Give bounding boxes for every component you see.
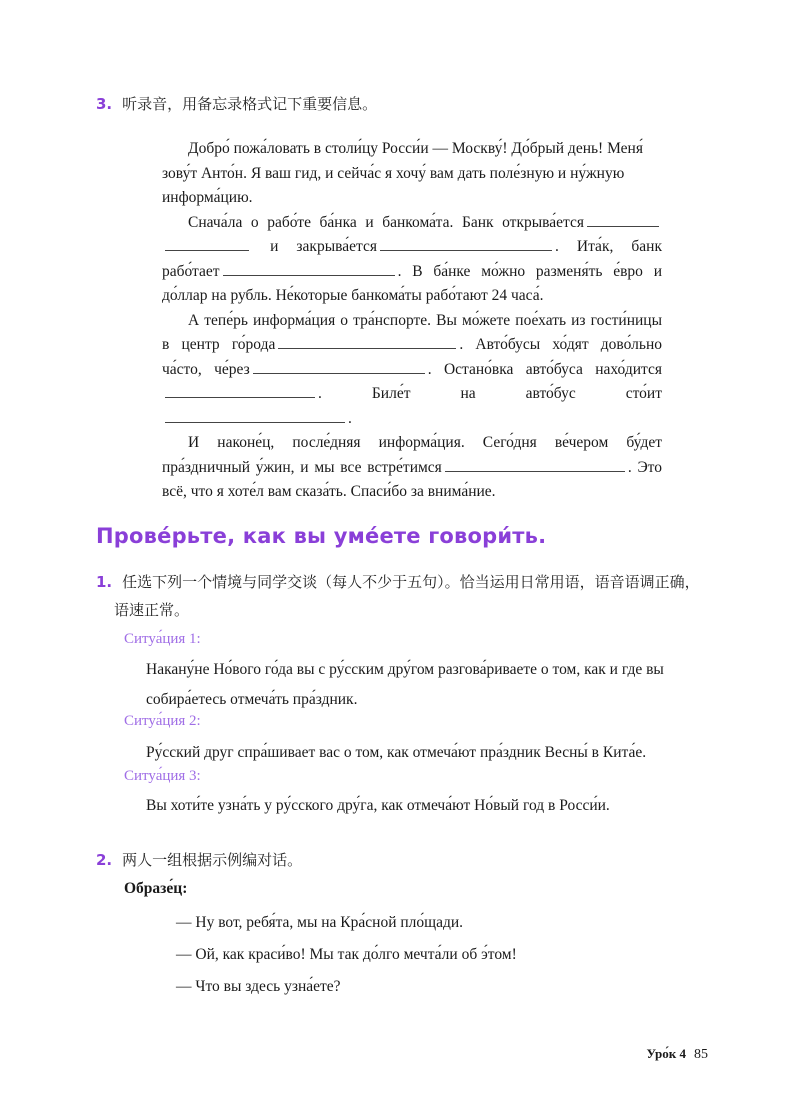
- page-footer: [647, 1046, 708, 1063]
- task-instruction-line-2: 语速正常。: [114, 601, 190, 619]
- paragraph-intro: Добро́ пожа́ловать в столи́цу Росси́и — Москву́! До́брый день! Меня́ зову́т Анто́н. Я ваш гид, и сейча́с я хочу́ вам дать поле́зную и ну́жную информа́цию.: [162, 140, 643, 206]
- answer-blank[interactable]: [380, 235, 552, 251]
- answer-blank[interactable]: [165, 235, 249, 251]
- task-number: 1.: [96, 573, 113, 591]
- task-instruction: 两人一组根据示例编对话。: [122, 851, 303, 869]
- situation-3-text: Вы хоти́те узна́ть у ру́сского дру́га, как отмеча́ют Но́вый год в Росси́и.: [146, 797, 610, 814]
- dialog-line: — Ну вот, ребя́та, мы на Кра́сной пло́щади.: [176, 914, 464, 931]
- answer-blank[interactable]: [445, 456, 625, 472]
- task-instruction-line-1: 任选下列一个情境与同学交谈（每人不少于五句）。恰当运用日常用语，语音语调正确，: [122, 573, 700, 591]
- page-number: 85: [694, 1047, 708, 1062]
- task-instruction: 听录音，用备忘录格式记下重要信息。: [122, 95, 378, 113]
- situation-1-text: Накану́не Но́вого го́да вы с ру́сским дру́гом разгова́риваете о том, как и где вы собира́етесь отмеча́ть пра́здник.: [146, 661, 664, 708]
- task-3-heading: [96, 91, 377, 117]
- dialog-line: — Что вы здесь узна́ете?: [176, 978, 341, 995]
- situation-3-label: Ситуа́ция 3:: [124, 768, 201, 784]
- task-number: 3.: [96, 95, 113, 113]
- task-2-heading: [96, 847, 302, 873]
- situation-2-label: Ситуа́ция 2:: [124, 713, 201, 729]
- paragraph-dinner: И наконе́ц, после́дняя информа́ция. Сего́дня ве́чером бу́дет пра́здничный у́жин, и мы все встре́тимся . Это всё, что я хоте́л вам сказа́ть. Спаси́бо за внима́ние.: [162, 434, 662, 500]
- answer-blank[interactable]: [253, 358, 425, 374]
- lesson-label: Уро́к 4: [646, 1046, 686, 1061]
- task-1-heading: [96, 568, 716, 624]
- dialog-line: — Ой, как краси́во! Мы так до́лго мечта́ли об э́том!: [176, 946, 517, 963]
- task-number: 2.: [96, 851, 113, 869]
- situation-1-label: Ситуа́ция 1:: [124, 631, 201, 647]
- answer-blank[interactable]: [165, 407, 345, 423]
- situation-2-text: Ру́сский друг спра́шивает вас о том, как отмеча́ют пра́здник Весны́ в Кита́е.: [146, 744, 647, 761]
- answer-blank[interactable]: [165, 382, 315, 398]
- answer-blank[interactable]: [223, 260, 395, 276]
- answer-blank[interactable]: [278, 333, 456, 349]
- example-label: Образе́ц:: [124, 880, 188, 897]
- section-title: Прове́рьте, как вы уме́ете говори́ть.: [96, 524, 547, 548]
- paragraph-bank: Снача́ла о рабо́те ба́нка и банкома́та. Банк открыва́ется и закрыва́ется . Ита́к, банк рабо́тает . В ба́нке мо́жно разменя́ть е́вро и до́ллар на рубль. Не́которые банкома́ты рабо́тают 24 часа́.: [162, 211, 662, 309]
- listening-text: [162, 137, 662, 505]
- answer-blank[interactable]: [587, 211, 659, 227]
- paragraph-transport: А тепе́рь информа́ция о тра́нспорте. Вы мо́жете пое́хать из гости́ницы в центр го́рода . Авто́бусы хо́дят дово́льно ча́сто, че́рез . Остано́вка авто́буса нахо́дится. Биле́т на авто́бус сто́ит.: [162, 311, 663, 427]
